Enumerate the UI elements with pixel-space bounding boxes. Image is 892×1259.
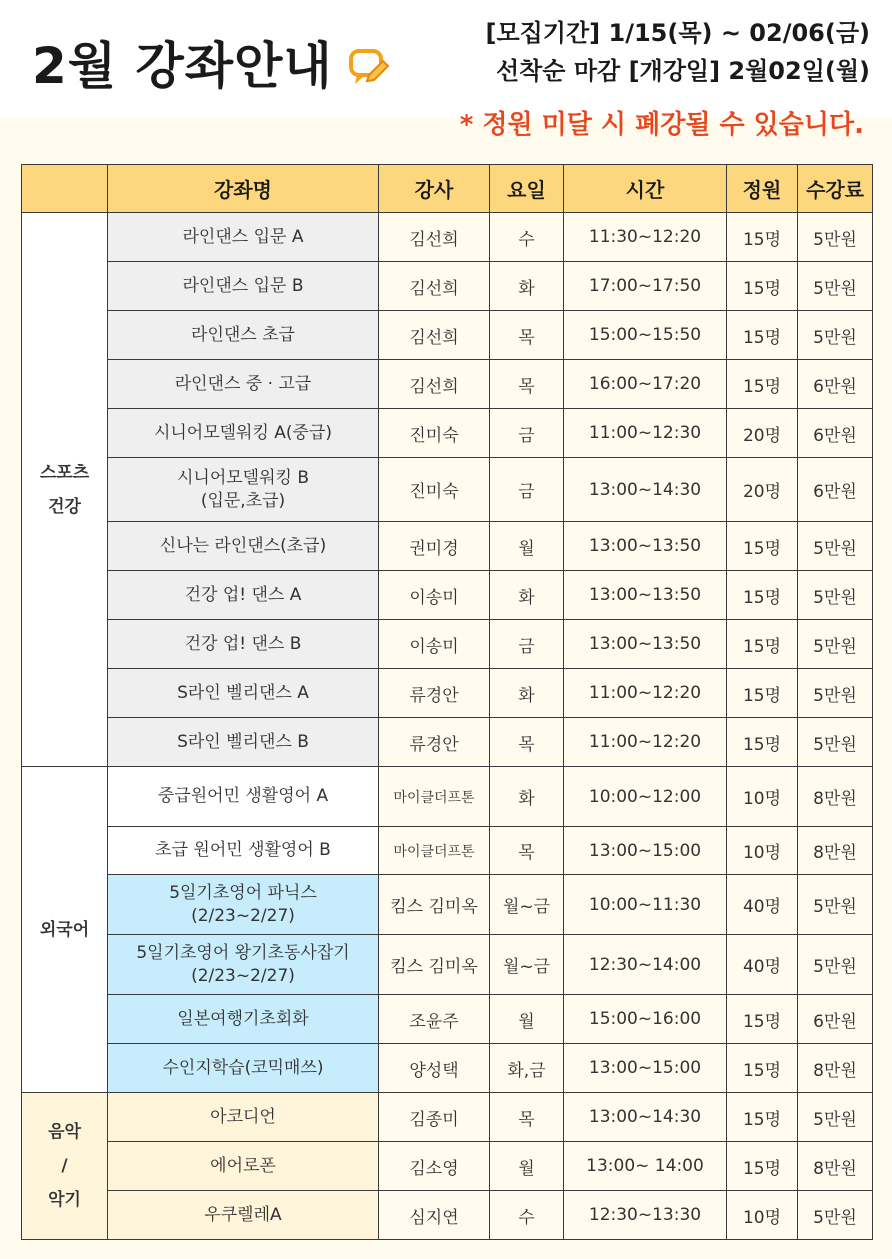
capacity: 15명 bbox=[727, 995, 798, 1044]
table-row bbox=[22, 1142, 873, 1191]
table-row bbox=[22, 1191, 873, 1240]
page-title: 2월 강좌안내 bbox=[32, 37, 333, 95]
day: 목 bbox=[490, 311, 564, 360]
fee: 5만원 bbox=[798, 1191, 873, 1240]
course-name: 일본여행기초회화 bbox=[108, 995, 379, 1044]
capacity: 15명 bbox=[727, 213, 798, 262]
course-name: 신나는 라인댄스(초급) bbox=[108, 522, 379, 571]
instructor: 킴스 김미옥 bbox=[379, 935, 490, 995]
chat-bubble-icon bbox=[347, 45, 391, 89]
table-row bbox=[22, 995, 873, 1044]
capacity: 15명 bbox=[727, 522, 798, 571]
header-capacity: 정원 bbox=[727, 165, 798, 213]
header-instructor: 강사 bbox=[379, 165, 490, 213]
day: 목 bbox=[490, 718, 564, 767]
time: 15:00~16:00 bbox=[564, 995, 727, 1044]
table-row bbox=[22, 311, 873, 360]
time: 13:00~13:50 bbox=[564, 620, 727, 669]
course-name: 라인댄스 중 · 고급 bbox=[108, 360, 379, 409]
table-row bbox=[22, 620, 873, 669]
time: 13:00~15:00 bbox=[564, 827, 727, 875]
instructor: 김종미 bbox=[379, 1093, 490, 1142]
time: 11:30~12:20 bbox=[564, 213, 727, 262]
time: 13:00~13:50 bbox=[564, 571, 727, 620]
course-name: S라인 벨리댄스 B bbox=[108, 718, 379, 767]
course-name: 우쿠렐레A bbox=[108, 1191, 379, 1240]
capacity: 40명 bbox=[727, 935, 798, 995]
table-header-row bbox=[22, 165, 873, 213]
capacity: 15명 bbox=[727, 311, 798, 360]
fee: 6만원 bbox=[798, 360, 873, 409]
header-fee: 수강료 bbox=[798, 165, 873, 213]
instructor: 김소영 bbox=[379, 1142, 490, 1191]
day: 화 bbox=[490, 669, 564, 718]
instructor: 김선희 bbox=[379, 213, 490, 262]
table-row bbox=[22, 827, 873, 875]
instructor: 이송미 bbox=[379, 571, 490, 620]
time: 17:00~17:50 bbox=[564, 262, 727, 311]
fee: 8만원 bbox=[798, 767, 873, 827]
course-name: 아코디언 bbox=[108, 1093, 379, 1142]
day: 수 bbox=[490, 213, 564, 262]
category-music: 음악 / 악기 bbox=[22, 1093, 108, 1240]
fee: 5만원 bbox=[798, 522, 873, 571]
instructor: 권미경 bbox=[379, 522, 490, 571]
fee: 5만원 bbox=[798, 213, 873, 262]
capacity: 15명 bbox=[727, 1093, 798, 1142]
day: 화 bbox=[490, 571, 564, 620]
capacity: 20명 bbox=[727, 409, 798, 458]
time: 16:00~17:20 bbox=[564, 360, 727, 409]
capacity: 15명 bbox=[727, 262, 798, 311]
table-row bbox=[22, 718, 873, 767]
capacity: 15명 bbox=[727, 1044, 798, 1093]
instructor: 이송미 bbox=[379, 620, 490, 669]
day: 화 bbox=[490, 767, 564, 827]
time: 10:00~11:30 bbox=[564, 875, 727, 935]
table-row bbox=[22, 935, 873, 995]
time: 15:00~15:50 bbox=[564, 311, 727, 360]
day: 월 bbox=[490, 1142, 564, 1191]
instructor: 마이클더프톤 bbox=[379, 767, 490, 827]
time: 13:00~14:30 bbox=[564, 1093, 727, 1142]
day: 목 bbox=[490, 1093, 564, 1142]
course-name: 라인댄스 초급 bbox=[108, 311, 379, 360]
day: 월~금 bbox=[490, 875, 564, 935]
fee: 5만원 bbox=[798, 875, 873, 935]
course-name: S라인 벨리댄스 A bbox=[108, 669, 379, 718]
course-table bbox=[21, 164, 873, 1240]
instructor: 김선희 bbox=[379, 360, 490, 409]
table-row bbox=[22, 409, 873, 458]
instructor: 진미숙 bbox=[379, 458, 490, 522]
course-name: 에어로폰 bbox=[108, 1142, 379, 1191]
time: 11:00~12:20 bbox=[564, 718, 727, 767]
fee: 8만원 bbox=[798, 827, 873, 875]
course-name: 초급 원어민 생활영어 B bbox=[108, 827, 379, 875]
table-row bbox=[22, 213, 873, 262]
course-name: 중급원어민 생활영어 A bbox=[108, 767, 379, 827]
instructor: 심지연 bbox=[379, 1191, 490, 1240]
capacity: 40명 bbox=[727, 875, 798, 935]
table-row bbox=[22, 458, 873, 522]
course-name: 라인댄스 입문 A bbox=[108, 213, 379, 262]
capacity: 15명 bbox=[727, 571, 798, 620]
fee: 5만원 bbox=[798, 620, 873, 669]
fee: 5만원 bbox=[798, 1093, 873, 1142]
day: 월 bbox=[490, 522, 564, 571]
fee: 8만원 bbox=[798, 1044, 873, 1093]
capacity: 10명 bbox=[727, 1191, 798, 1240]
day: 금 bbox=[490, 620, 564, 669]
table-row bbox=[22, 669, 873, 718]
header-category bbox=[22, 165, 108, 213]
time: 13:00~15:00 bbox=[564, 1044, 727, 1093]
table-row bbox=[22, 1093, 873, 1142]
course-name: 시니어모델워킹 A(중급) bbox=[108, 409, 379, 458]
day: 월~금 bbox=[490, 935, 564, 995]
table-row bbox=[22, 360, 873, 409]
instructor: 류경안 bbox=[379, 669, 490, 718]
fee: 5만원 bbox=[798, 669, 873, 718]
fee: 6만원 bbox=[798, 409, 873, 458]
open-date: 선착순 마감 [개강일] 2월02일(월) bbox=[495, 57, 870, 85]
time: 11:00~12:20 bbox=[564, 669, 727, 718]
instructor: 김선희 bbox=[379, 311, 490, 360]
instructor: 김선희 bbox=[379, 262, 490, 311]
table-row bbox=[22, 522, 873, 571]
time: 12:30~13:30 bbox=[564, 1191, 727, 1240]
fee: 5만원 bbox=[798, 571, 873, 620]
capacity: 20명 bbox=[727, 458, 798, 522]
header-course: 강좌명 bbox=[108, 165, 379, 213]
capacity: 15명 bbox=[727, 1142, 798, 1191]
fee: 8만원 bbox=[798, 1142, 873, 1191]
fee: 5만원 bbox=[798, 718, 873, 767]
day: 월 bbox=[490, 995, 564, 1044]
day: 수 bbox=[490, 1191, 564, 1240]
instructor: 진미숙 bbox=[379, 409, 490, 458]
capacity: 15명 bbox=[727, 669, 798, 718]
table-row bbox=[22, 875, 873, 935]
schedule-info bbox=[485, 14, 870, 90]
header-time: 시간 bbox=[564, 165, 727, 213]
capacity: 15명 bbox=[727, 360, 798, 409]
fee: 6만원 bbox=[798, 458, 873, 522]
time: 13:00~ 14:00 bbox=[564, 1142, 727, 1191]
table-row bbox=[22, 571, 873, 620]
table-row bbox=[22, 1044, 873, 1093]
category-sports: 스포츠 건강 bbox=[22, 213, 108, 767]
course-name: 건강 업! 댄스 B bbox=[108, 620, 379, 669]
course-name: 5일기초영어 왕기초동사잡기 (2/23~2/27) bbox=[108, 935, 379, 995]
day: 목 bbox=[490, 827, 564, 875]
recruit-period: [모집기간] 1/15(목) ~ 02/06(금) bbox=[485, 19, 870, 47]
time: 10:00~12:00 bbox=[564, 767, 727, 827]
time: 12:30~14:00 bbox=[564, 935, 727, 995]
day: 화,금 bbox=[490, 1044, 564, 1093]
instructor: 조윤주 bbox=[379, 995, 490, 1044]
capacity: 15명 bbox=[727, 620, 798, 669]
course-name: 라인댄스 입문 B bbox=[108, 262, 379, 311]
fee: 5만원 bbox=[798, 311, 873, 360]
instructor: 류경안 bbox=[379, 718, 490, 767]
cancel-notice: * 정원 미달 시 폐강될 수 있습니다. bbox=[459, 110, 864, 140]
instructor: 양성택 bbox=[379, 1044, 490, 1093]
table-row bbox=[22, 767, 873, 827]
time: 13:00~14:30 bbox=[564, 458, 727, 522]
time: 11:00~12:30 bbox=[564, 409, 727, 458]
day: 화 bbox=[490, 262, 564, 311]
day: 금 bbox=[490, 458, 564, 522]
fee: 5만원 bbox=[798, 262, 873, 311]
category-language: 외국어 bbox=[22, 767, 108, 1093]
course-name: 5일기초영어 파닉스 (2/23~2/27) bbox=[108, 875, 379, 935]
header-day: 요일 bbox=[490, 165, 564, 213]
day: 금 bbox=[490, 409, 564, 458]
time: 13:00~13:50 bbox=[564, 522, 727, 571]
day: 목 bbox=[490, 360, 564, 409]
capacity: 10명 bbox=[727, 827, 798, 875]
course-name: 수인지학습(코믹매쓰) bbox=[108, 1044, 379, 1093]
fee: 5만원 bbox=[798, 935, 873, 995]
course-name: 시니어모델워킹 B (입문,초급) bbox=[108, 458, 379, 522]
course-name: 건강 업! 댄스 A bbox=[108, 571, 379, 620]
capacity: 15명 bbox=[727, 718, 798, 767]
instructor: 킴스 김미옥 bbox=[379, 875, 490, 935]
instructor: 마이클더프톤 bbox=[379, 827, 490, 875]
table-row bbox=[22, 262, 873, 311]
capacity: 10명 bbox=[727, 767, 798, 827]
fee: 6만원 bbox=[798, 995, 873, 1044]
